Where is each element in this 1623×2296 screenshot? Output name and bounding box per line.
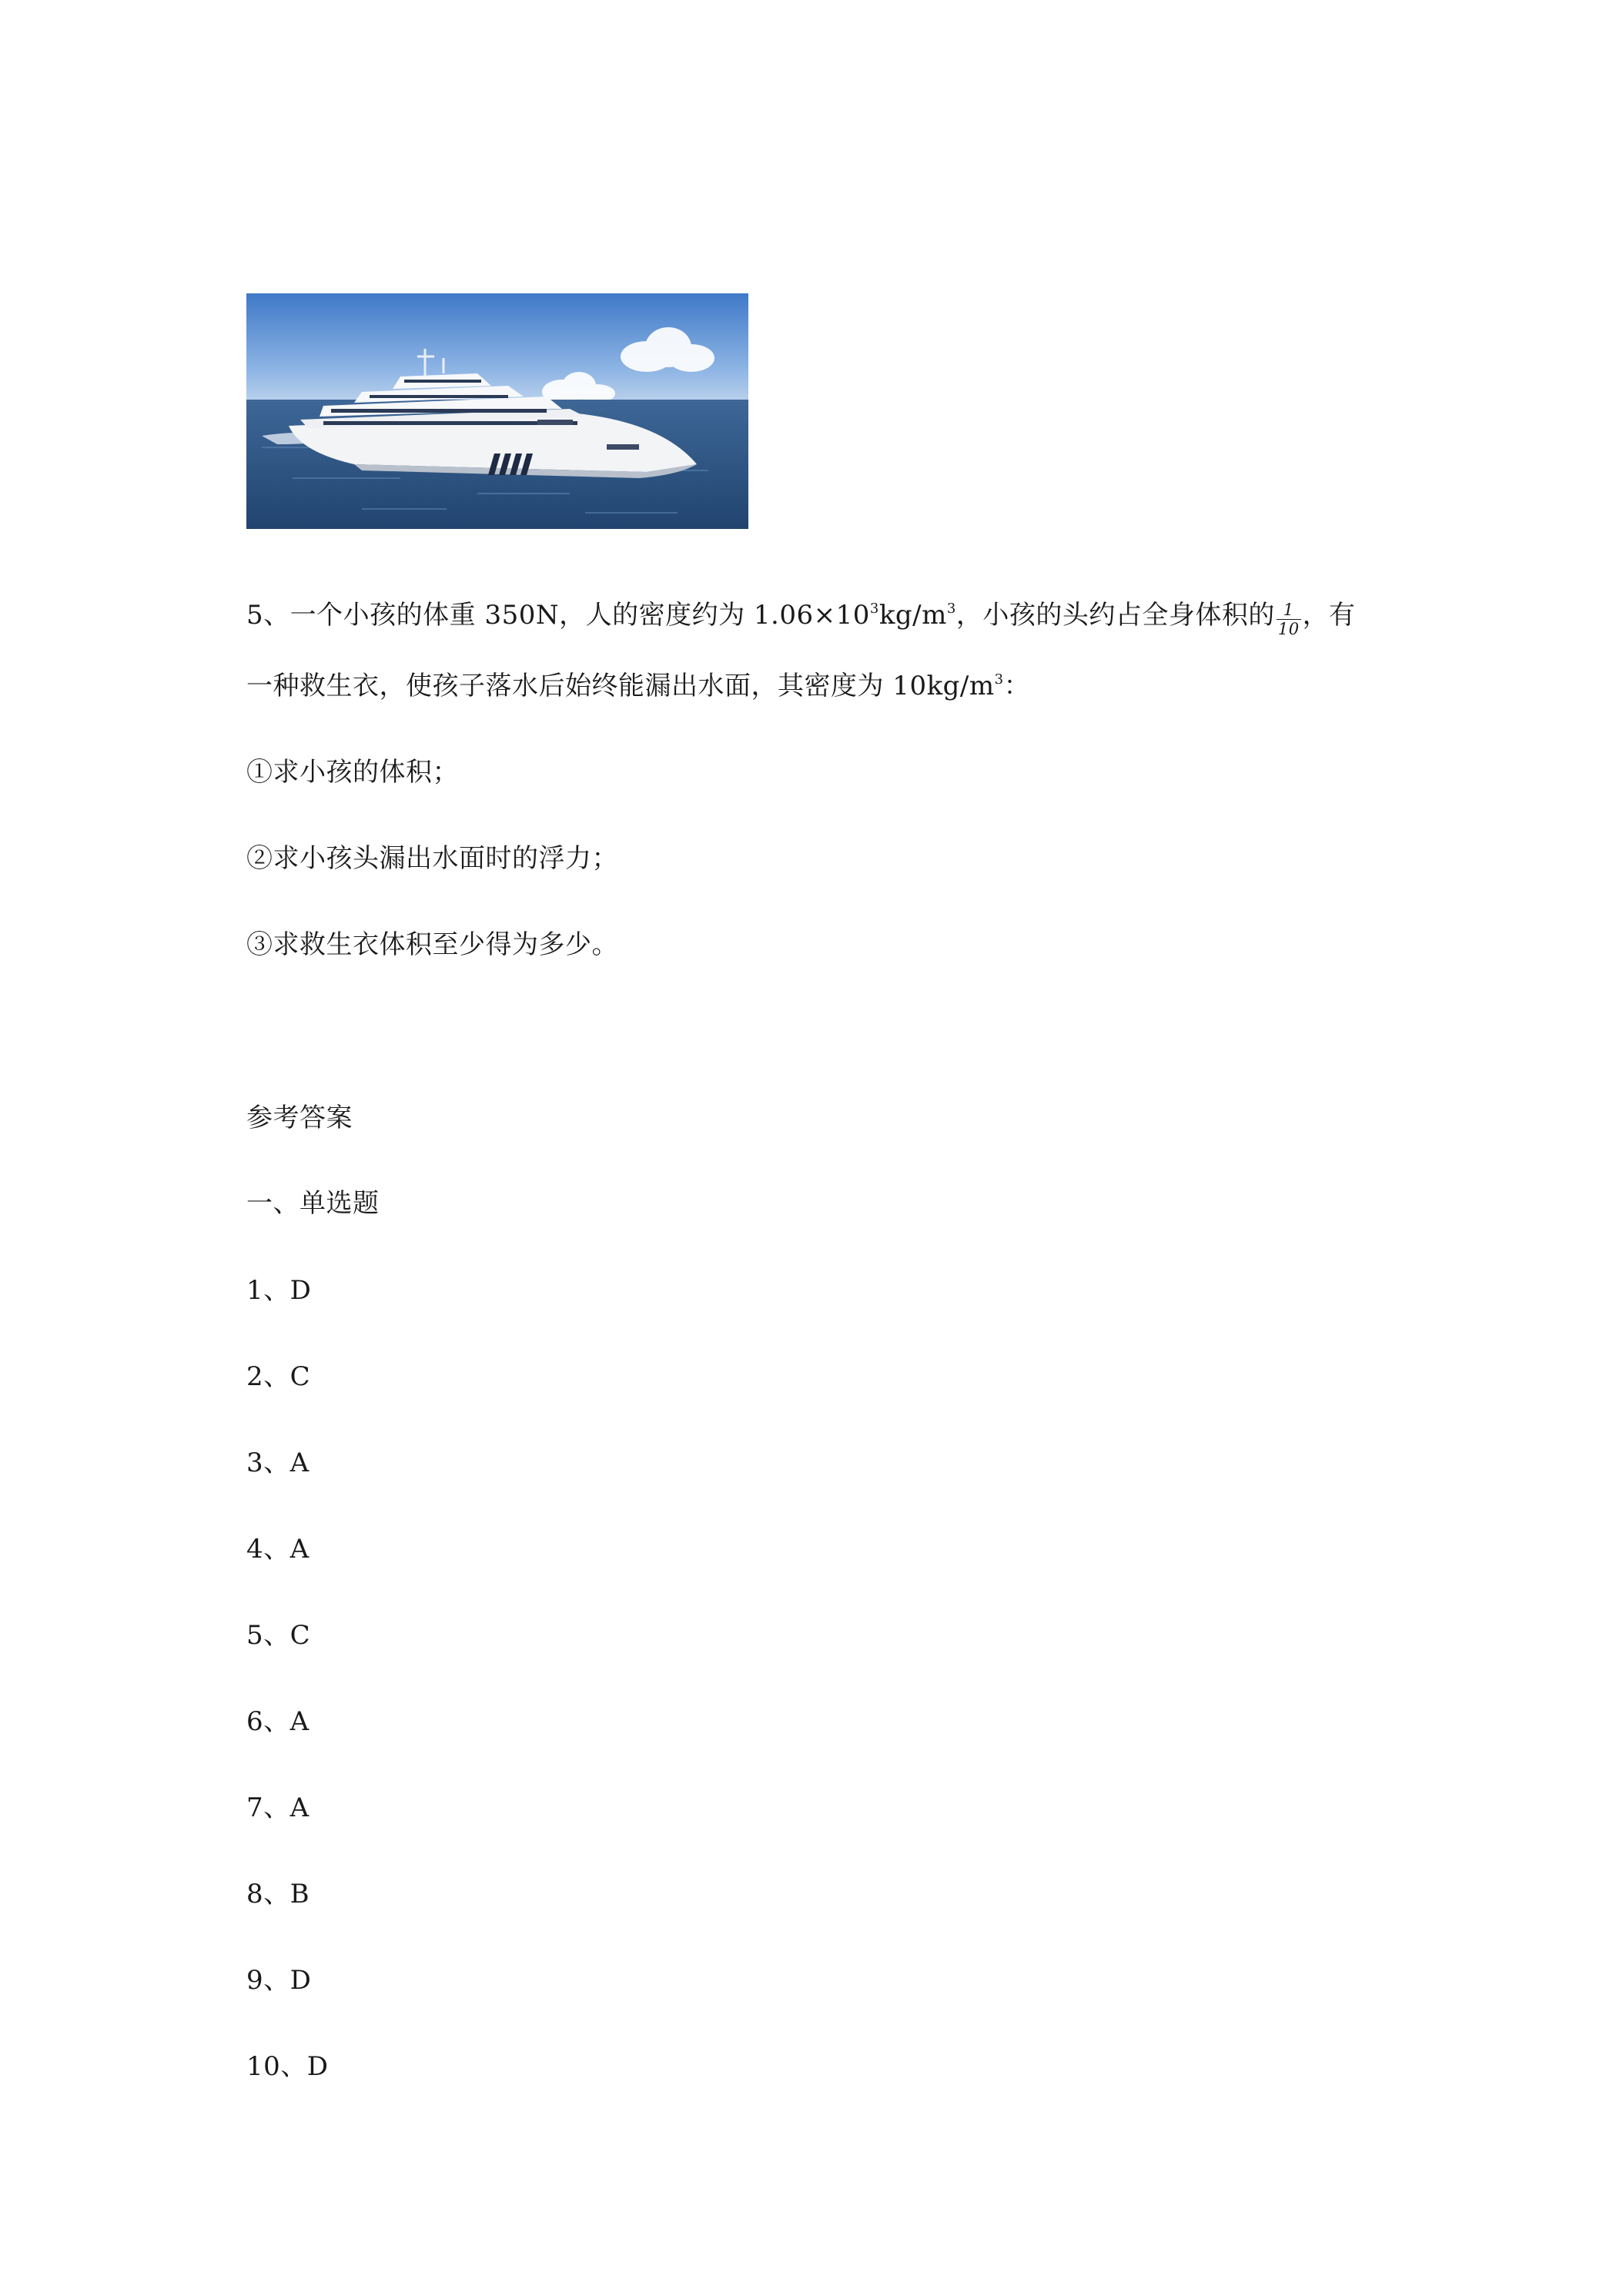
question-text: ，小孩的头约占全身体积的 [955,600,1275,631]
answers-heading: 参考答案 [246,1103,353,1133]
superscript: 3 [869,601,879,617]
answer-item: 9、D [246,1965,312,1996]
answer-item: 7、A [246,1792,310,1823]
fraction-numerator: 1 [1277,601,1301,620]
question-text: 5、一个小孩的体重 350N，人的密度约为 1.06×10 [246,600,870,631]
answer-item: 2、C [246,1361,311,1392]
answer-item: 1、D [246,1275,312,1306]
answer-item: 8、B [246,1879,310,1909]
fraction-denominator: 10 [1277,620,1300,638]
ship-photo [246,293,748,529]
sub-question-3: ③求救生衣体积至少得为多少。 [246,929,618,960]
sub-question-1: ①求小孩的体积； [246,757,459,788]
answer-item: 5、C [246,1620,311,1651]
answer-item: 6、A [246,1706,310,1737]
question-text: 一种救生衣，使孩子落水后始终能漏出水面，其密度为 10kg/m [246,671,995,701]
answer-item: 3、A [246,1448,310,1478]
superscript: 3 [994,671,1004,688]
question-line-2 [246,671,1030,701]
question-text: ，有 [1302,600,1356,631]
fraction [1277,601,1301,638]
sub-question-2: ②求小孩头漏出水面时的浮力； [246,843,618,874]
superscript: 3 [946,601,956,617]
question-text: ： [1003,671,1031,701]
answers-section-title: 一、单选题 [246,1188,380,1219]
answer-item: 4、A [246,1534,310,1565]
question-line-1 [246,600,1356,638]
unit-text: kg/m [878,600,947,631]
answer-item: 10、D [246,2051,329,2082]
